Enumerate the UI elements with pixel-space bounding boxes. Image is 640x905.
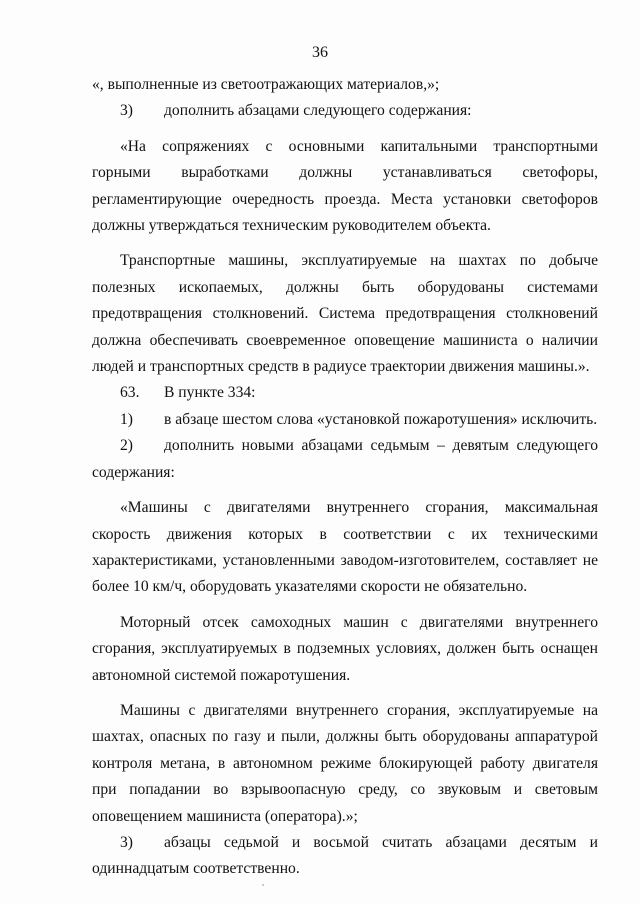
list-item-text: В пункте 334: xyxy=(164,384,256,402)
list-item-3b xyxy=(92,830,598,883)
list-item-text: в абзаце шестом слова «установкой пожаротушения» исключить. xyxy=(164,410,598,428)
page-number: 36 xyxy=(312,44,328,61)
list-item-63 xyxy=(92,380,598,406)
paragraph-traffic-lights: «На сопряжениях с основными капитальными транспортными горными выработками должны устанавливаться светофоры, регламентирующие очередность проезда. Места установки светофоров должны утверждаться техническим руководителем объекта. xyxy=(92,137,598,235)
list-item-number: 3) xyxy=(120,833,133,851)
paragraph-collision-systems: Транспортные машины, эксплуатируемые на шахтах по добыче полезных ископаемых, должны быть оборудованы системами предотвращения столкновений. Система предотвращения столкновений должна обеспечивать своевременное оповещение машиниста о наличии людей и транспортных средств в радиусе траектории движения машины.». xyxy=(92,252,598,376)
list-item-text: дополнить новыми абзацами седьмым – девятым следующего содержания: xyxy=(92,437,598,481)
list-item-text: дополнить абзацами следующего содержания: xyxy=(164,102,472,120)
list-item-1 xyxy=(92,407,598,433)
list-item-number: 63. xyxy=(120,384,140,402)
paragraph-speed-indicators: «Машины с двигателями внутреннего сгорания, максимальная скорость движения которых в соответствии с их техническими характеристиками, установленными заводом-изготовителем, составляет не более 10 км/ч, оборудовать указателями скорости не обязательно. xyxy=(92,499,598,596)
paragraph-methane-control: Машины с двигателями внутреннего сгорания, эксплуатируемые на шахтах, опасных по газу и пыли, должны быть оборудованы аппаратурой контроля метана, в автономном режиме блокирующей работу двигателя при попадании во взрывоопасную среду, со звуковым и световым оповещением машиниста (оператора).»; xyxy=(92,701,598,825)
paragraph-fire-suppression: Моторный отсек самоходных машин с двигателями внутреннего сгорания, эксплуатируемых в подземных условиях, должен быть оснащен автономной системой пожаротушения. xyxy=(92,613,598,684)
list-item-number: 1) xyxy=(120,410,133,428)
list-item-2 xyxy=(92,433,598,486)
list-item-number: 2) xyxy=(120,437,133,455)
document-body xyxy=(92,72,598,883)
list-item-number: 3) xyxy=(120,102,133,120)
paragraph-quote-end: «, выполненные из светоотражающих материалов,»; xyxy=(92,76,440,93)
list-item-3 xyxy=(92,98,598,124)
list-item-text: абзацы седьмой и восьмой считать абзацами десятым и одиннадцатым соответственно. xyxy=(92,833,598,878)
scan-speck xyxy=(262,884,264,886)
